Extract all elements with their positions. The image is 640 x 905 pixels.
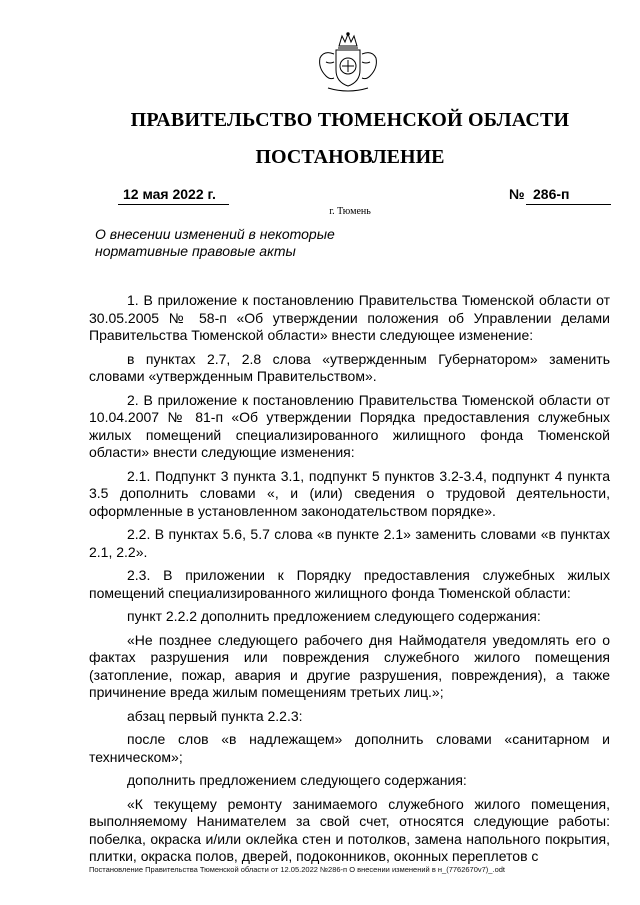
number-sign: № bbox=[509, 186, 525, 202]
city-name: г. Тюмень bbox=[329, 206, 371, 217]
document-body bbox=[89, 292, 610, 872]
date-underline bbox=[118, 204, 229, 205]
coat-of-arms-icon bbox=[312, 32, 384, 96]
body-paragraph: 2.2. В пунктах 5.6, 5.7 слова «в пункте 2.1» заменить словами «в пунктах 2.1, 2.2». bbox=[89, 526, 610, 560]
organization-title: ПРАВИТЕЛЬСТВО ТЮМЕНСКОЙ ОБЛАСТИ bbox=[130, 109, 570, 131]
document-footer: Постановление Правительства Тюменской области от 12.05.2022 №286-п О внесении изменений в н_(7762670v7)_.odt bbox=[89, 865, 505, 874]
subject-line-2: нормативные правовые акты bbox=[95, 243, 296, 259]
document-subject bbox=[95, 226, 395, 260]
body-paragraph: абзац первый пункта 2.2.3: bbox=[127, 707, 303, 724]
subject-line-1: О внесении изменений в некоторые bbox=[95, 226, 335, 242]
body-paragraph: 2.1. Подпункт 3 пункта 3.1, подпункт 5 пунктов 3.2-3.4, подпункт 4 пункта 3.5 дополнить словами «, и (или) сведения о трудовой деятельности, оформленные в установленном законодательством порядке». bbox=[89, 467, 610, 519]
body-paragraph: 1. В приложение к постановлению Правительства Тюменской области от 30.05.2005 № 58-п «Об утверждении положения об Управлении делами Правительства Тюменской области» внести следующее изменение: bbox=[89, 292, 610, 343]
number-underline bbox=[526, 204, 611, 205]
body-paragraph: «Не позднее следующего рабочего дня Наймодателя уведомлять его о фактах разрушения или повреждения служебного жилого помещения (затопление, пожар, авария и другие разрушения, повреждения), а также причинение вреда жилым помещениям третьих лиц.»; bbox=[89, 631, 610, 700]
body-paragraph: «К текущему ремонту занимаемого служебного жилого помещения, выполняемому Нанимателем за свой счет, относятся следующие работы: побелка, окраска и/или оклейка стен и потолков, замена напольного покрытия, плитки, окраска полов, дверей, подоконников, оконных переплетов с bbox=[89, 795, 610, 864]
body-paragraph: в пунктах 2.7, 2.8 слова «утвержденным Губернатором» заменить словами «утвержденным Правительством». bbox=[89, 350, 610, 384]
document-number: 286-п bbox=[533, 186, 570, 202]
body-paragraph: пункт 2.2.2 дополнить предложением следующего содержания: bbox=[127, 608, 541, 624]
document-type-title: ПОСТАНОВЛЕНИЕ bbox=[255, 146, 445, 168]
body-paragraph: 2.3. В приложении к Порядку предоставления служебных жилых помещений специализированного жилищного фонда Тюменской области: bbox=[89, 567, 610, 601]
body-paragraph: дополнить предложением следующего содержания: bbox=[127, 772, 467, 788]
body-paragraph: 2. В приложение к постановлению Правительства Тюменской области от 10.04.2007 № 81-п «Об утверждении Порядка предоставления служебных жилых помещений специализированного жилищного фонда Тюменской области» внести следующие изменения: bbox=[89, 391, 610, 460]
document-date: 12 мая 2022 г. bbox=[123, 186, 216, 202]
body-paragraph: после слов «в надлежащем» дополнить словами «санитарном и техническом»; bbox=[89, 731, 610, 765]
